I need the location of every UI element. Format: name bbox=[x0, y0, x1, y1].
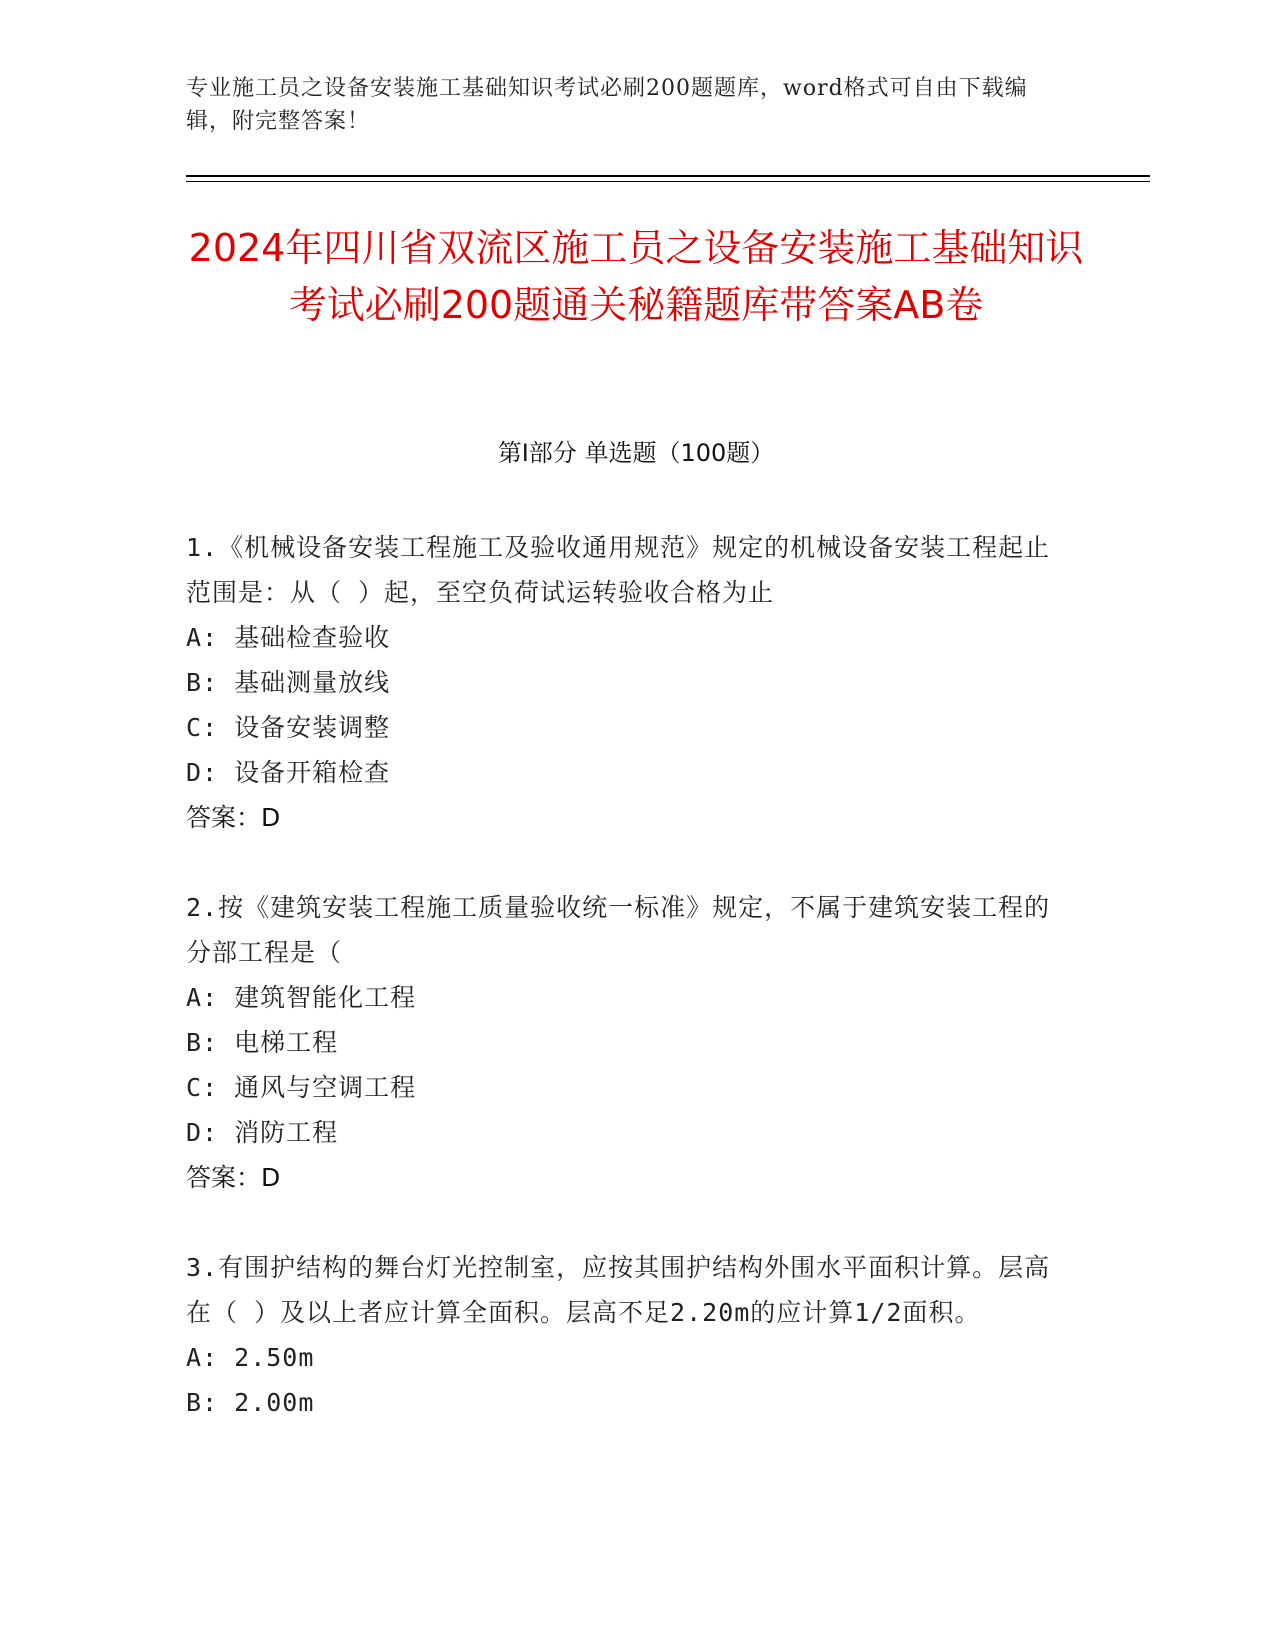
option-c: C: 通风与空调工程 bbox=[186, 1073, 417, 1102]
option-b: B: 2.00m bbox=[186, 1388, 315, 1417]
option-a: A: 基础检查验收 bbox=[186, 623, 391, 652]
option-a: A: 2.50m bbox=[186, 1343, 315, 1372]
option-a: A: 建筑智能化工程 bbox=[186, 983, 417, 1012]
question-stem: 3.有围护结构的舞台灯光控制室，应按其围护结构外围水平面积计算。层高在（ ）及以上者应计算全面积。层高不足2.20m的应计算1/2面积。 bbox=[186, 1253, 1051, 1327]
answer: 答案：D bbox=[186, 803, 281, 832]
question-1 bbox=[186, 525, 1066, 840]
question-3 bbox=[186, 1245, 1066, 1425]
question-stem: 1.《机械设备安装工程施工及验收通用规范》规定的机械设备安装工程起止范围是：从（ ）起，至空负荷试运转验收合格为止 bbox=[186, 533, 1051, 607]
option-b: B: 电梯工程 bbox=[186, 1028, 339, 1057]
answer: 答案：D bbox=[186, 1163, 281, 1192]
header-divider-thick bbox=[186, 175, 1150, 177]
document-title: 2024年四川省双流区施工员之设备安装施工基础知识考试必刷200题通关秘籍题库带答案AB卷 bbox=[188, 226, 1084, 327]
option-c: C: 设备安装调整 bbox=[186, 713, 391, 742]
header-note: 专业施工员之设备安装施工基础知识考试必刷200题题库，word格式可自由下载编辑，附完整答案！ bbox=[186, 76, 1028, 134]
question-stem: 2.按《建筑安装工程施工质量验收统一标准》规定，不属于建筑安装工程的分部工程是（ bbox=[186, 893, 1051, 967]
header-divider-thin bbox=[186, 181, 1150, 182]
option-d: D: 设备开箱检查 bbox=[186, 758, 391, 787]
section-heading: 第Ⅰ部分 单选题（100题） bbox=[497, 439, 775, 467]
option-b: B: 基础测量放线 bbox=[186, 668, 391, 697]
option-d: D: 消防工程 bbox=[186, 1118, 339, 1147]
question-2 bbox=[186, 885, 1066, 1200]
question-list bbox=[186, 525, 1066, 1470]
